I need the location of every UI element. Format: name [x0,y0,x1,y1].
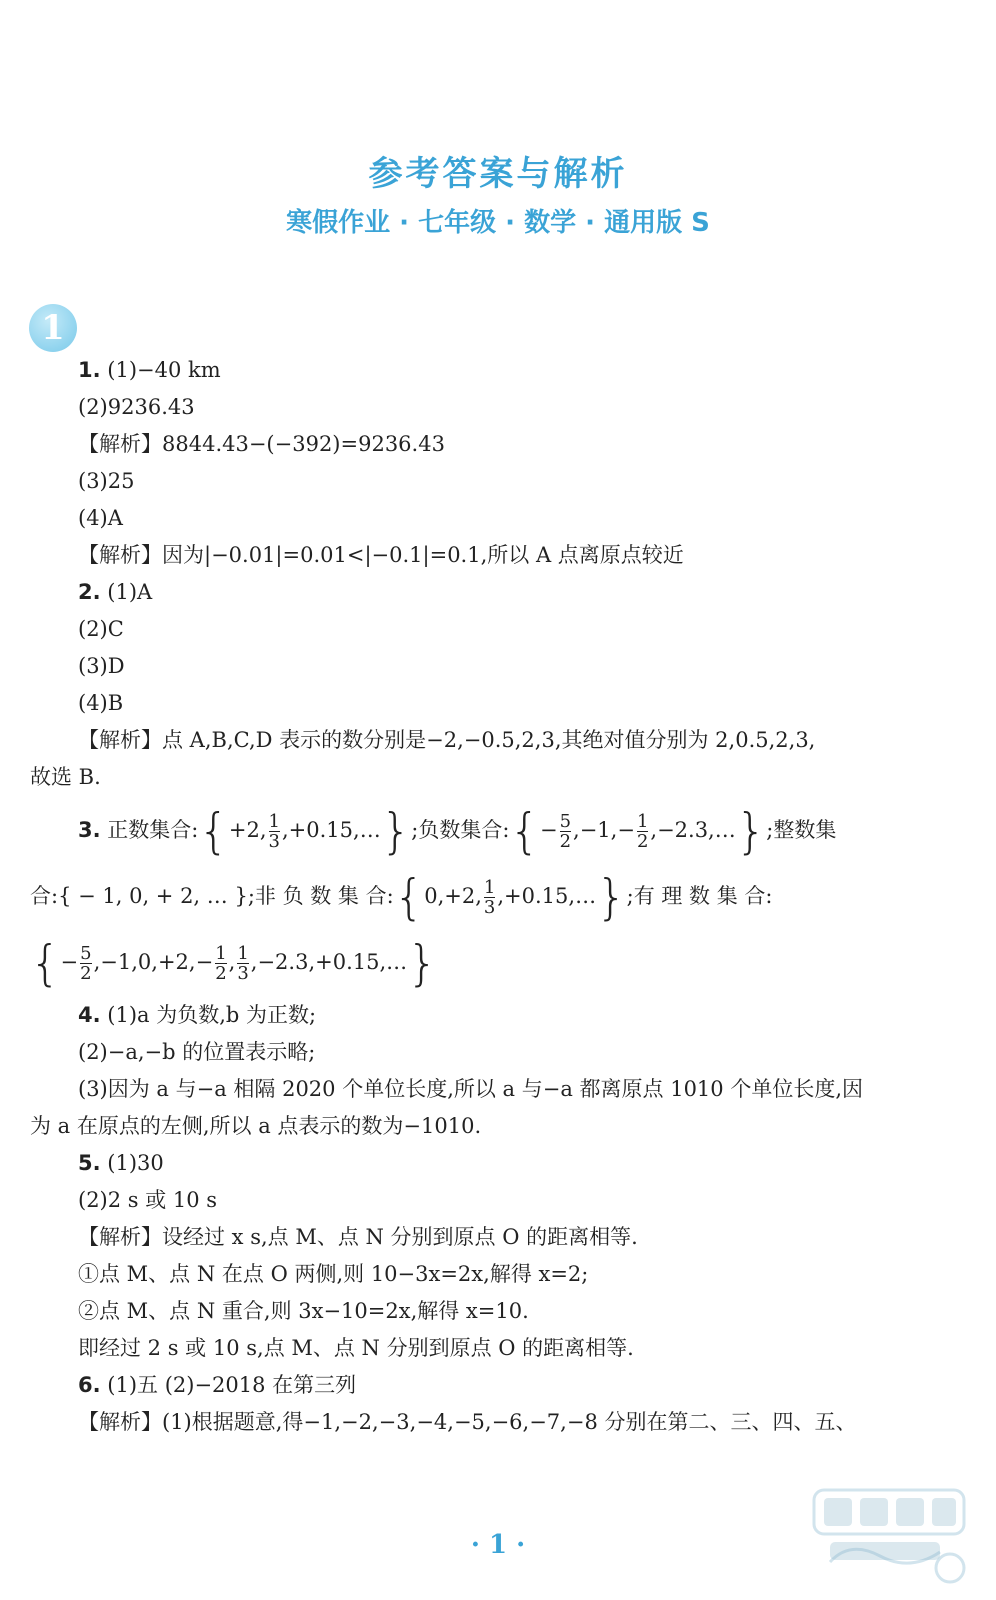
q4-number: 4. [78,1003,101,1027]
explanation-tag: 【解析】 [78,1225,162,1249]
q5-answer2: (2)2 s 或 10 s [78,1188,218,1212]
q5-answer1: (1)30 [107,1151,164,1175]
fraction: $\frac{1}{2}$ [636,811,649,852]
q2-answer4: (4)B [78,691,124,715]
q6-number: 6. [78,1373,101,1397]
integer-set-label: ;整数集 [766,818,837,842]
q5-case2: ②点 M、点 N 重合,则 3x−10=2x,解得 x=10. [78,1299,529,1323]
brace-open: { [30,935,61,992]
q1-answer4: (4)A [78,506,123,530]
brace-open: { [509,803,540,860]
brace-open: { [393,869,425,926]
q2-explanation [78,726,815,754]
q5-explanation [78,1223,638,1251]
q1-answer1: (1)−40 km [107,358,221,382]
explanation-text: 设经过 x s,点 M、点 N 分别到原点 O 的距离相等. [162,1225,638,1249]
q6-part1 [78,1371,356,1399]
brace-close: } [596,869,627,926]
q1-answer2: (2)9236.43 [78,395,195,419]
fraction: $\frac{1}{2}$ [215,943,227,984]
q4-answer3-cont: 为 a 在原点的左侧,所以 a 点表示的数为−1010. [30,1114,482,1138]
q1-part1 [78,356,221,384]
explanation-text: 点 A,B,C,D 表示的数分别是−2,−0.5,2,3,其绝对值分别为 2,0.5,2,3, [162,728,816,752]
q5-case1: ①点 M、点 N 在点 O 两侧,则 10−3x=2x,解得 x=2; [78,1262,589,1286]
fraction: $\frac{1}{3}$ [268,811,280,852]
q3-line3 [30,935,438,992]
q1-explanation2 [78,541,684,569]
q3-number: 3. [78,818,101,842]
q5-part1 [78,1149,164,1177]
q2-answer2: (2)C [78,617,124,641]
fraction: $\frac{5}{2}$ [559,811,572,852]
set-item: ,+0.15,… [282,818,381,842]
q2-answer3: (3)D [78,654,125,678]
q2-number: 2. [78,580,101,604]
set-item: +2, [228,818,267,842]
explanation-tag: 【解析】 [78,728,162,752]
brace-close: } [735,803,767,860]
explanation-tag: 【解析】 [78,432,162,456]
brace-close: } [380,803,412,860]
watermark-logo [800,1472,980,1592]
fraction: $\frac{1}{3}$ [237,943,249,984]
set-item: ,−2.3,… [650,818,736,842]
q1-number: 1. [78,358,101,382]
integer-set: 合:{ − 1, 0, + 2, … }; [30,884,255,908]
set-item: − [60,950,79,974]
set-item: ,−1,0,+2,− [93,950,214,974]
explanation-tag: 【解析】 [78,1410,162,1434]
q4-answer3: (3)因为 a 与−a 相隔 2020 个单位长度,所以 a 与−a 都离原点 1010 个单位长度,因 [78,1077,864,1101]
section-badge: 1 [29,304,77,352]
q3-line1 [78,803,837,860]
q2-answer1: (1)A [107,580,153,604]
q4-answer2: (2)−a,−b 的位置表示略; [78,1040,316,1064]
q4-answer1: (1)a 为负数,b 为正数; [107,1003,317,1027]
explanation-tag: 【解析】 [78,543,162,567]
page-number: · 1 · [470,1530,526,1560]
page-title: 参考答案与解析 [368,154,628,194]
explanation-text: (1)根据题意,得−1,−2,−3,−4,−5,−6,−7,−8 分别在第二、三、四、五、 [162,1410,857,1434]
set-item: ,+0.15,… [497,884,597,908]
page-subtitle: 寒假作业 · 七年级 · 数学 · 通用版 S [286,208,710,238]
set-item: , [228,950,236,974]
nonnegative-set-label: 非 负 数 集 合: [254,884,394,908]
q4-part1 [78,1001,316,1029]
set-item: ,−2.3,+0.15,… [250,950,408,974]
q3-line2 [30,869,946,926]
q2-explanation-cont: 故选 B. [30,765,101,789]
q6-answer: (1)五 (2)−2018 在第三列 [107,1373,357,1397]
fraction: $\frac{5}{2}$ [80,943,92,984]
q5-number: 5. [78,1151,101,1175]
explanation-text: 因为|−0.01|=0.01<|−0.1|=0.1,所以 A 点离原点较近 [162,543,684,567]
set-item: − [539,818,558,842]
q1-explanation1 [78,430,445,458]
rational-set-label: ;有 理 数 集 合: [626,884,773,908]
explanation-text: 8844.43−(−392)=9236.43 [162,432,445,456]
set-item: ,−1,− [573,818,635,842]
q1-answer3: (3)25 [78,469,135,493]
q2-part1 [78,578,152,606]
q5-conclusion: 即经过 2 s 或 10 s,点 M、点 N 分别到原点 O 的距离相等. [78,1336,634,1360]
q6-explanation [78,1408,856,1436]
set-item: 0,+2, [424,884,482,908]
fraction: $\frac{1}{3}$ [483,877,496,918]
positive-set-label: 正数集合: [107,818,199,842]
brace-open: { [198,803,229,860]
negative-set-label: ;负数集合: [411,818,510,842]
brace-close: } [407,935,438,992]
